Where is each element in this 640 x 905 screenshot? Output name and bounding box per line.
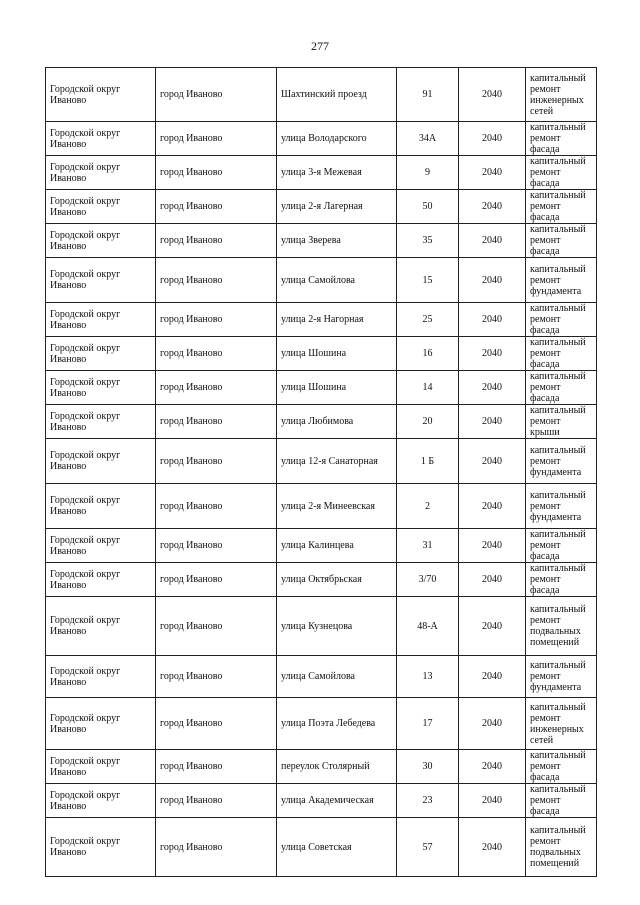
table-cell-street: улица Зверева — [277, 224, 397, 258]
table-cell-district: Городской округ Иваново — [46, 750, 156, 784]
table-cell-house: 2 — [397, 484, 459, 529]
table-cell-house: 3/70 — [397, 563, 459, 597]
table-cell-house: 35 — [397, 224, 459, 258]
table-cell-house: 57 — [397, 818, 459, 877]
table-cell-house: 15 — [397, 258, 459, 303]
table-row — [46, 563, 597, 597]
table-cell-house: 14 — [397, 371, 459, 405]
table-row — [46, 597, 597, 656]
table-cell-work-type: капитальный ремонт фасада — [526, 190, 597, 224]
table-cell-year: 2040 — [459, 303, 526, 337]
table-cell-city: город Иваново — [156, 371, 277, 405]
table-row — [46, 258, 597, 303]
table-cell-year: 2040 — [459, 597, 526, 656]
table-row — [46, 656, 597, 698]
table-cell-year: 2040 — [459, 371, 526, 405]
table-row — [46, 337, 597, 371]
table-cell-district: Городской округ Иваново — [46, 156, 156, 190]
table-cell-house: 1 Б — [397, 439, 459, 484]
table-cell-house: 13 — [397, 656, 459, 698]
table-cell-city: город Иваново — [156, 784, 277, 818]
table-cell-city: город Иваново — [156, 529, 277, 563]
table-row — [46, 68, 597, 122]
table-cell-district: Городской округ Иваново — [46, 563, 156, 597]
table-cell-house: 20 — [397, 405, 459, 439]
table-cell-street: улица Самойлова — [277, 258, 397, 303]
table-cell-year: 2040 — [459, 563, 526, 597]
table-cell-district: Городской округ Иваново — [46, 122, 156, 156]
table-cell-street: улица Володарского — [277, 122, 397, 156]
table-cell-city: город Иваново — [156, 484, 277, 529]
table-cell-work-type: капитальный ремонт фасада — [526, 529, 597, 563]
table-cell-house: 30 — [397, 750, 459, 784]
table-cell-house: 23 — [397, 784, 459, 818]
table-cell-work-type: капитальный ремонт фасада — [526, 122, 597, 156]
table-cell-district: Городской округ Иваново — [46, 190, 156, 224]
table-cell-district: Городской округ Иваново — [46, 529, 156, 563]
table-cell-work-type: капитальный ремонт фасада — [526, 337, 597, 371]
table-cell-year: 2040 — [459, 190, 526, 224]
table-cell-work-type: капитальный ремонт подвальных помещений — [526, 818, 597, 877]
table-cell-district: Городской округ Иваново — [46, 784, 156, 818]
table-cell-work-type: капитальный ремонт фундамента — [526, 439, 597, 484]
table-cell-year: 2040 — [459, 337, 526, 371]
table-cell-work-type: капитальный ремонт фундамента — [526, 484, 597, 529]
table-cell-district: Городской округ Иваново — [46, 818, 156, 877]
table-cell-city: город Иваново — [156, 68, 277, 122]
table-row — [46, 784, 597, 818]
table-cell-year: 2040 — [459, 156, 526, 190]
table-cell-street: улица Шошина — [277, 337, 397, 371]
table-row — [46, 750, 597, 784]
table-cell-work-type: капитальный ремонт подвальных помещений — [526, 597, 597, 656]
table-cell-city: город Иваново — [156, 656, 277, 698]
table-cell-work-type: капитальный ремонт фундамента — [526, 656, 597, 698]
table-row — [46, 529, 597, 563]
table-row — [46, 224, 597, 258]
table-cell-city: город Иваново — [156, 337, 277, 371]
table-cell-street: улица Любимова — [277, 405, 397, 439]
repair-registry-table — [45, 67, 597, 877]
table-row — [46, 303, 597, 337]
table-cell-work-type: капитальный ремонт крыши — [526, 405, 597, 439]
table-cell-district: Городской округ Иваново — [46, 68, 156, 122]
table-cell-street: улица 2-я Минеевская — [277, 484, 397, 529]
table-cell-year: 2040 — [459, 68, 526, 122]
table-cell-work-type: капитальный ремонт фасада — [526, 371, 597, 405]
table-cell-street: улица 2-я Нагорная — [277, 303, 397, 337]
table-cell-year: 2040 — [459, 818, 526, 877]
table-cell-year: 2040 — [459, 405, 526, 439]
table-cell-house: 50 — [397, 190, 459, 224]
table-cell-work-type: капитальный ремонт фундамента — [526, 258, 597, 303]
table-cell-work-type: капитальный ремонт фасада — [526, 303, 597, 337]
table-cell-year: 2040 — [459, 439, 526, 484]
table-cell-district: Городской округ Иваново — [46, 224, 156, 258]
table-cell-district: Городской округ Иваново — [46, 698, 156, 750]
table-cell-city: город Иваново — [156, 156, 277, 190]
table-cell-house: 9 — [397, 156, 459, 190]
table-row — [46, 698, 597, 750]
table-row — [46, 122, 597, 156]
table-row — [46, 156, 597, 190]
table-row — [46, 818, 597, 877]
table-cell-work-type: капитальный ремонт фасада — [526, 224, 597, 258]
table-cell-city: город Иваново — [156, 224, 277, 258]
table-cell-house: 91 — [397, 68, 459, 122]
table-cell-house: 31 — [397, 529, 459, 563]
table-cell-district: Городской округ Иваново — [46, 439, 156, 484]
table-cell-street: улица 3-я Межевая — [277, 156, 397, 190]
table-cell-year: 2040 — [459, 529, 526, 563]
table-cell-year: 2040 — [459, 122, 526, 156]
table-row — [46, 484, 597, 529]
table-cell-city: город Иваново — [156, 818, 277, 877]
table-cell-city: город Иваново — [156, 698, 277, 750]
table-cell-house: 25 — [397, 303, 459, 337]
table-cell-year: 2040 — [459, 784, 526, 818]
table-cell-city: город Иваново — [156, 303, 277, 337]
table-cell-district: Городской округ Иваново — [46, 303, 156, 337]
table-cell-street: улица Октябрьская — [277, 563, 397, 597]
table-cell-district: Городской округ Иваново — [46, 405, 156, 439]
table-cell-city: город Иваново — [156, 563, 277, 597]
page-number: 277 — [311, 39, 329, 53]
table-cell-district: Городской округ Иваново — [46, 597, 156, 656]
table-cell-house: 34А — [397, 122, 459, 156]
table-cell-city: город Иваново — [156, 258, 277, 303]
table-cell-work-type: капитальный ремонт фасада — [526, 750, 597, 784]
table-cell-street: улица 2-я Лагерная — [277, 190, 397, 224]
table-cell-city: город Иваново — [156, 190, 277, 224]
table-cell-street: улица Калинцева — [277, 529, 397, 563]
table-row — [46, 405, 597, 439]
table-cell-district: Городской округ Иваново — [46, 484, 156, 529]
table-cell-work-type: капитальный ремонт инженерных сетей — [526, 698, 597, 750]
table-cell-house: 16 — [397, 337, 459, 371]
table-cell-district: Городской округ Иваново — [46, 258, 156, 303]
table-cell-street: улица Кузнецова — [277, 597, 397, 656]
table-cell-house: 17 — [397, 698, 459, 750]
table-row — [46, 371, 597, 405]
table-cell-street: улица Поэта Лебедева — [277, 698, 397, 750]
table-cell-district: Городской округ Иваново — [46, 337, 156, 371]
table-cell-city: город Иваново — [156, 750, 277, 784]
table-cell-year: 2040 — [459, 258, 526, 303]
table-cell-street: улица Советская — [277, 818, 397, 877]
table-cell-city: город Иваново — [156, 405, 277, 439]
table-row — [46, 439, 597, 484]
table-cell-year: 2040 — [459, 484, 526, 529]
table-cell-street: улица Академическая — [277, 784, 397, 818]
table-cell-city: город Иваново — [156, 597, 277, 656]
table-cell-street: улица Шошина — [277, 371, 397, 405]
table-cell-street: улица Самойлова — [277, 656, 397, 698]
table-cell-year: 2040 — [459, 698, 526, 750]
table-cell-city: город Иваново — [156, 439, 277, 484]
table-cell-city: город Иваново — [156, 122, 277, 156]
table-cell-district: Городской округ Иваново — [46, 656, 156, 698]
table-cell-year: 2040 — [459, 750, 526, 784]
table-cell-work-type: капитальный ремонт фасада — [526, 563, 597, 597]
table-cell-year: 2040 — [459, 656, 526, 698]
table-row — [46, 190, 597, 224]
table-cell-street: улица 12-я Санаторная — [277, 439, 397, 484]
table-cell-work-type: капитальный ремонт инженерных сетей — [526, 68, 597, 122]
table-cell-work-type: капитальный ремонт фасада — [526, 156, 597, 190]
table-cell-street: переулок Столярный — [277, 750, 397, 784]
table-cell-street: Шахтинский проезд — [277, 68, 397, 122]
table-cell-house: 48-А — [397, 597, 459, 656]
table-cell-year: 2040 — [459, 224, 526, 258]
table-cell-district: Городской округ Иваново — [46, 371, 156, 405]
table-cell-work-type: капитальный ремонт фасада — [526, 784, 597, 818]
